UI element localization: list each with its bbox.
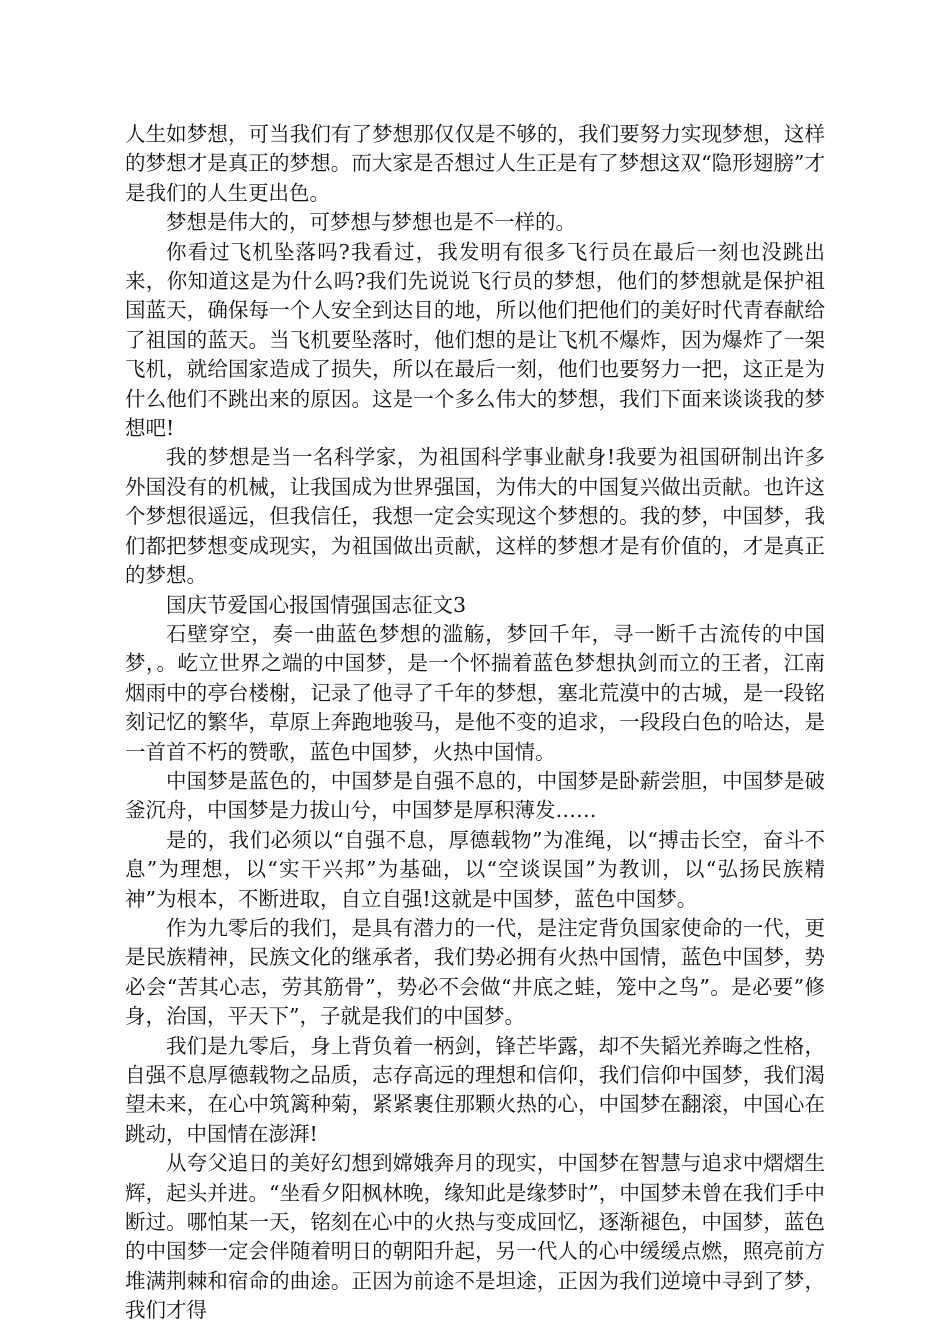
paragraph-10: 从夸父追日的美好幻想到嫦娥奔月的现实，中国梦在智慧与追求中熠熠生辉，起头并进。“坐看夕阳枫林晚，缘知此是缘梦时”，中国梦未曾在我们手中断过。哪怕某一天，铭刻在心中的火热与变成回忆，逐渐褪色，中国梦，蓝色的中国梦一定会伴随着明日的朝阳升起，另一代人的心中缓缓点燃，照亮前方堆满荆棘和宿命的曲途。正因为前途不是坦途，正因为我们逆境中寻到了梦，我们才得	[125, 1151, 825, 1323]
section-heading: 国庆节爱国心报国情强国志征文3	[166, 592, 467, 617]
paragraph-5: 石壁穿空，奏一曲蓝色梦想的滥觞，梦回千年，寻一断千古流传的中国梦，。屹立世界之端的中国梦，是一个怀揣着蓝色梦想执剑而立的王者，江南烟雨中的亭台楼榭，记录了他寻了千年的梦想，塞北荒漠中的古城，是一段铭刻记忆的繁华，草原上奔跑地骏马，是他不变的追求，一段段白色的哈达，是一首首不朽的赞歌，蓝色中国梦，火热中国情。	[125, 621, 825, 764]
paragraph-9: 我们是九零后，身上背负着一柄剑，锋芒毕露，却不失韬光养晦之性格，自强不息厚德载物之品质，志存高远的理想和信仰，我们信仰中国梦，我们渴望未来，在心中筑篱种菊，紧紧裹住那颗火热的心，中国梦在翻滚，中国心在跳动，中国情在澎湃!	[125, 1033, 825, 1146]
paragraph-1: 人生如梦想，可当我们有了梦想那仅仅是不够的，我们要努力实现梦想，这样的梦想才是真正的梦想。而大家是否想过人生正是有了梦想这双“隐形翅膀”才是我们的人生更出色。	[125, 122, 825, 205]
paragraph-3: 你看过飞机坠落吗?我看过，我发明有很多飞行员在最后一刻也没跳出来，你知道这是为什么吗?我们先说说飞行员的梦想，他们的梦想就是保护祖国蓝天，确保每一个人安全到达目的地，所以他们把他们的美好时代青春献给了祖国的蓝天。当飞机要坠落时，他们想的是让飞机不爆炸，因为爆炸了一架飞机，就给国家造成了损失，所以在最后一刻，他们也要努力一把，这正是为什么他们不跳出来的原因。这是一个多么伟大的梦想，我们下面来谈谈我的梦想吧!	[125, 239, 825, 441]
paragraph-8: 作为九零后的我们，是具有潜力的一代，是注定背负国家使命的一代，更是民族精神，民族文化的继承者，我们势必拥有火热中国情，蓝色中国梦，势必会“苦其心志，劳其筋骨”，势必不会做“井底之蛙，笼中之鸟”。是必要”修身，治国，平天下”，子就是我们的中国梦。	[125, 915, 825, 1029]
paragraph-6: 中国梦是蓝色的，中国梦是自强不息的，中国梦是卧薪尝胆，中国梦是破釜沉舟，中国梦是力拔山兮，中国梦是厚积薄发……	[125, 768, 825, 823]
paragraph-2: 梦想是伟大的，可梦想与梦想也是不一样的。	[166, 210, 576, 235]
paragraph-4: 我的梦想是当一名科学家，为祖国科学事业献身!我要为祖国研制出许多外国没有的机械，让我国成为世界强国，为伟大的中国复兴做出贡献。也许这个梦想很遥远，但我信任，我想一定会实现这个梦想的。我的梦，中国梦，我们都把梦想变成现实，为祖国做出贡献，这样的梦想才是有价值的，才是真正的梦想。	[125, 445, 825, 588]
paragraph-7: 是的，我们必须以“自强不息，厚德载物”为准绳，以“搏击长空，奋斗不息”为理想，以“实干兴邦”为基础，以“空谈误国”为教训，以“弘扬民族精神”为根本，不断进取，自立自强!这就是中国梦，蓝色中国梦。	[125, 827, 825, 911]
document-page	[125, 120, 825, 1326]
